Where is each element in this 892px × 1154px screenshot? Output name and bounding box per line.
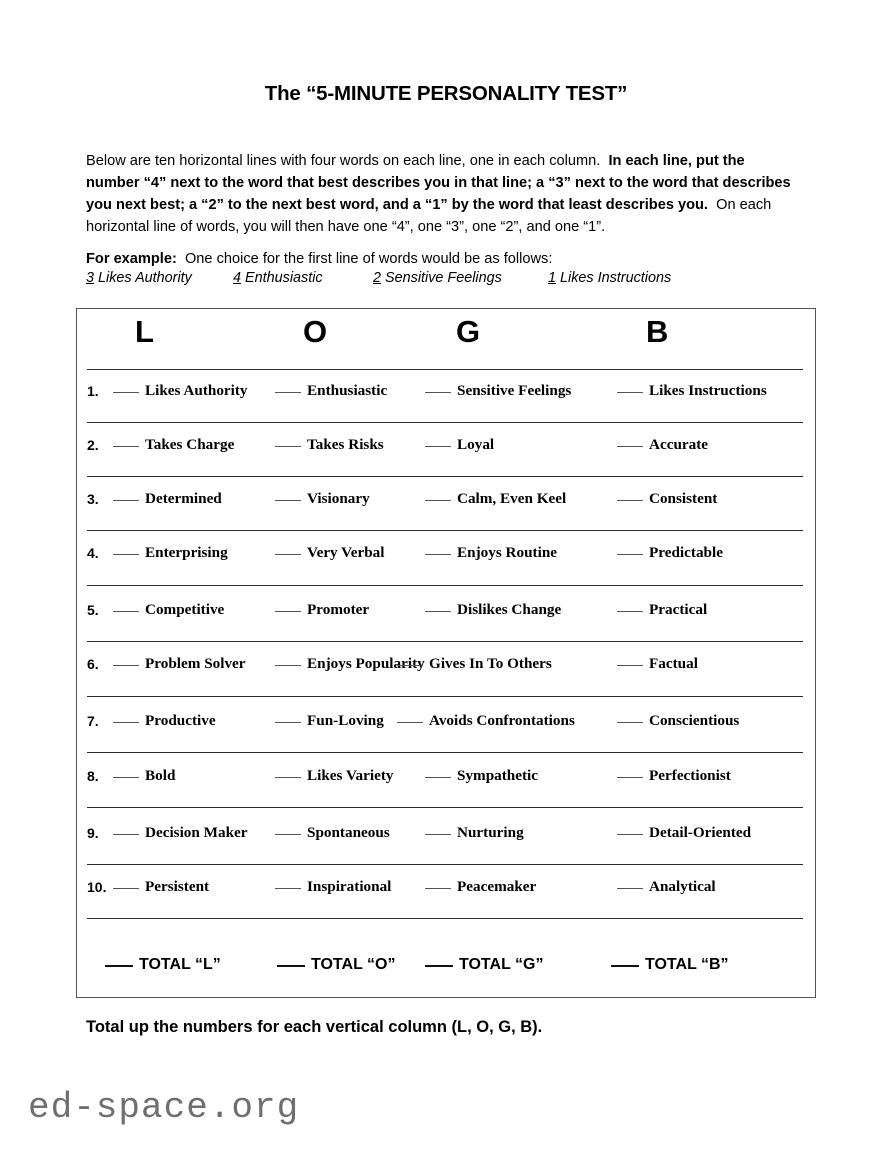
word-label: Decision Maker	[145, 824, 248, 841]
grid-divider	[87, 422, 803, 423]
total-blank[interactable]	[425, 965, 453, 967]
score-blank[interactable]	[425, 888, 451, 889]
row-7-cell-o[interactable]	[275, 711, 384, 731]
word-label: Sympathetic	[457, 767, 538, 784]
row-10-cell-o[interactable]	[275, 877, 391, 897]
table-row	[77, 381, 817, 409]
grid-divider	[87, 641, 803, 642]
table-row	[77, 435, 817, 463]
table-row	[77, 489, 817, 517]
score-blank[interactable]	[425, 834, 451, 835]
word-label: Persistent	[145, 878, 210, 895]
instructions-part-1: Below are ten horizontal lines with four words on each line, one in each column.	[86, 153, 609, 169]
score-blank[interactable]	[275, 392, 301, 393]
score-blank[interactable]	[113, 722, 139, 723]
score-blank[interactable]	[425, 611, 451, 612]
row-1-cell-l[interactable]	[113, 381, 248, 401]
row-5-cell-l[interactable]	[113, 600, 224, 620]
row-6-cell-l[interactable]	[113, 654, 246, 674]
total-label: TOTAL “B”	[645, 956, 729, 973]
score-blank[interactable]	[617, 722, 643, 723]
score-blank[interactable]	[113, 554, 139, 555]
word-label: Loyal	[457, 436, 495, 453]
score-blank[interactable]	[275, 500, 301, 501]
grid-divider	[87, 585, 803, 586]
site-watermark: ed-space.org	[28, 1087, 300, 1128]
row-5-cell-g[interactable]	[425, 600, 561, 620]
grid-column-headers	[77, 315, 817, 363]
instructions-paragraph	[86, 150, 800, 238]
row-7-cell-g[interactable]	[397, 711, 575, 731]
row-8-cell-g[interactable]	[425, 766, 538, 786]
word-label: Enjoys Routine	[457, 544, 558, 561]
word-label: Spontaneous	[307, 824, 390, 841]
row-5-cell-b[interactable]	[617, 600, 707, 620]
row-9-cell-l[interactable]	[113, 823, 248, 843]
column-header-l: L	[135, 314, 154, 349]
grid-divider	[87, 476, 803, 477]
row-number: 5.	[87, 602, 99, 618]
total-blank[interactable]	[611, 965, 639, 967]
word-label: Very Verbal	[307, 544, 385, 561]
row-4-cell-b[interactable]	[617, 543, 723, 563]
score-blank[interactable]	[617, 392, 643, 393]
instructions-part-3: On each horizontal line of words, you will then have one “4”, one “3”, one “2”, and one “1”.	[86, 197, 772, 235]
row-8-cell-b[interactable]	[617, 766, 731, 786]
table-row	[77, 766, 817, 794]
word-label: Detail-Oriented	[649, 824, 752, 841]
row-9-cell-g[interactable]	[425, 823, 524, 843]
word-label: Productive	[145, 712, 216, 729]
word-label: Determined	[145, 490, 222, 507]
word-label: Takes Charge	[145, 436, 235, 453]
word-label: Consistent	[649, 490, 718, 507]
word-label: Competitive	[145, 601, 225, 618]
row-10-cell-l[interactable]	[113, 877, 209, 897]
row-10-cell-g[interactable]	[425, 877, 536, 897]
row-4-cell-l[interactable]	[113, 543, 228, 563]
score-blank[interactable]	[113, 446, 139, 447]
total-cell-g[interactable]	[425, 954, 543, 976]
word-label: Bold	[145, 767, 176, 784]
row-3-cell-o[interactable]	[275, 489, 370, 509]
word-label: Likes Authority	[145, 382, 248, 399]
score-blank[interactable]	[425, 392, 451, 393]
row-3-cell-b[interactable]	[617, 489, 717, 509]
row-6-cell-b[interactable]	[617, 654, 698, 674]
total-label: TOTAL “O”	[311, 956, 396, 973]
grid-divider	[87, 696, 803, 697]
row-number: 10.	[87, 879, 107, 895]
example-item-4	[548, 270, 671, 286]
word-label: Predictable	[649, 544, 723, 561]
score-blank[interactable]	[275, 834, 301, 835]
word-label: Peacemaker	[457, 878, 537, 895]
word-label: Takes Risks	[307, 436, 384, 453]
example-word-2: Enthusiastic	[245, 270, 323, 286]
word-label: Fun-Loving	[307, 712, 384, 729]
instructions-part-2-emphasis: In each line, put the number “4” next to the word that best describes you in that line; a “3” next to the word that describes you next best; a “2” to the next best word, and a “1” by the word that least describes you.	[86, 153, 791, 213]
word-label: Calm, Even Keel	[457, 490, 567, 507]
row-number: 1.	[87, 383, 99, 399]
word-label: Accurate	[649, 436, 709, 453]
score-blank[interactable]	[113, 392, 139, 393]
row-number: 4.	[87, 545, 99, 561]
example-row	[86, 270, 800, 290]
word-label: Avoids Confrontations	[429, 712, 575, 729]
row-2-cell-o[interactable]	[275, 435, 384, 455]
row-number: 6.	[87, 656, 99, 672]
table-row	[77, 543, 817, 571]
example-score-4: 1	[548, 270, 557, 286]
score-blank[interactable]	[397, 665, 423, 666]
row-number: 8.	[87, 768, 99, 784]
example-intro-line	[86, 249, 800, 270]
row-1-cell-o[interactable]	[275, 381, 387, 401]
total-cell-l[interactable]	[105, 954, 221, 976]
personality-grid	[76, 308, 816, 998]
row-4-cell-o[interactable]	[275, 543, 385, 563]
example-score-3: 2	[373, 270, 382, 286]
example-word-4: Likes Instructions	[560, 270, 672, 286]
row-8-cell-o[interactable]	[275, 766, 394, 786]
word-label: Enjoys Popularity	[307, 655, 425, 672]
row-2-cell-g[interactable]	[425, 435, 494, 455]
score-blank[interactable]	[617, 834, 643, 835]
row-2-cell-b[interactable]	[617, 435, 708, 455]
example-label: For example:	[86, 251, 177, 267]
table-row	[77, 654, 817, 682]
column-header-g: G	[456, 314, 480, 349]
word-label: Likes Variety	[307, 767, 394, 784]
row-number: 3.	[87, 491, 99, 507]
word-label: Gives In To Others	[429, 655, 552, 672]
grid-divider	[87, 918, 803, 919]
totals-row	[77, 954, 817, 984]
row-4-cell-g[interactable]	[425, 543, 557, 563]
score-blank[interactable]	[113, 611, 139, 612]
row-number: 7.	[87, 713, 99, 729]
word-label: Dislikes Change	[457, 601, 562, 618]
grid-divider	[87, 807, 803, 808]
example-word-3: Sensitive Feelings	[385, 270, 502, 286]
word-label: Enterprising	[145, 544, 228, 561]
example-label-rest: One choice for the first line of words would be as follows:	[176, 251, 553, 267]
score-blank[interactable]	[617, 500, 643, 501]
row-3-cell-l[interactable]	[113, 489, 222, 509]
score-blank[interactable]	[275, 888, 301, 889]
example-score-1: 3	[86, 270, 95, 286]
grid-divider	[87, 752, 803, 753]
score-blank[interactable]	[425, 554, 451, 555]
word-label: Problem Solver	[145, 655, 246, 672]
word-label: Visionary	[307, 490, 370, 507]
word-label: Sensitive Feelings	[457, 382, 572, 399]
word-label: Perfectionist	[649, 767, 731, 784]
score-blank[interactable]	[113, 665, 139, 666]
score-blank[interactable]	[397, 722, 423, 723]
example-item-2	[233, 270, 323, 286]
word-label: Nurturing	[457, 824, 524, 841]
table-row	[77, 877, 817, 905]
row-number: 2.	[87, 437, 99, 453]
example-item-1	[86, 270, 192, 286]
word-label: Factual	[649, 655, 698, 672]
row-2-cell-l[interactable]	[113, 435, 234, 455]
word-label: Enthusiastic	[307, 382, 388, 399]
score-blank[interactable]	[617, 888, 643, 889]
row-1-cell-g[interactable]	[425, 381, 571, 401]
footer-instruction: Total up the numbers for each vertical column (L, O, G, B).	[86, 1018, 543, 1036]
grid-divider	[87, 530, 803, 531]
table-row	[77, 600, 817, 628]
score-blank[interactable]	[617, 777, 643, 778]
total-cell-b[interactable]	[611, 954, 729, 976]
row-7-cell-l[interactable]	[113, 711, 216, 731]
score-blank[interactable]	[113, 834, 139, 835]
row-7-cell-b[interactable]	[617, 711, 739, 731]
score-blank[interactable]	[113, 888, 139, 889]
word-label: Analytical	[649, 878, 716, 895]
score-blank[interactable]	[425, 446, 451, 447]
example-score-2: 4	[233, 270, 242, 286]
word-label: Likes Instructions	[649, 382, 767, 399]
score-blank[interactable]	[113, 500, 139, 501]
page-title: The “5-MINUTE PERSONALITY TEST”	[264, 82, 628, 105]
row-10-cell-b[interactable]	[617, 877, 716, 897]
table-row	[77, 823, 817, 851]
row-5-cell-o[interactable]	[275, 600, 369, 620]
score-blank[interactable]	[113, 777, 139, 778]
table-row	[77, 711, 817, 739]
word-label: Conscientious	[649, 712, 740, 729]
score-blank[interactable]	[425, 500, 451, 501]
score-blank[interactable]	[275, 665, 301, 666]
score-blank[interactable]	[617, 554, 643, 555]
total-blank[interactable]	[277, 965, 305, 967]
total-label: TOTAL “G”	[459, 956, 544, 973]
total-cell-o[interactable]	[277, 954, 395, 976]
total-blank[interactable]	[105, 965, 133, 967]
score-blank[interactable]	[275, 446, 301, 447]
grid-divider	[87, 864, 803, 865]
row-6-cell-g[interactable]	[397, 654, 552, 674]
row-number: 9.	[87, 825, 99, 841]
column-header-o: O	[303, 314, 327, 349]
word-label: Inspirational	[307, 878, 392, 895]
example-item-3	[373, 270, 502, 286]
total-label: TOTAL “L”	[139, 956, 221, 973]
score-blank[interactable]	[275, 554, 301, 555]
word-label: Promoter	[307, 601, 370, 618]
grid-divider	[87, 369, 803, 370]
row-1-cell-b[interactable]	[617, 381, 767, 401]
score-blank[interactable]	[425, 777, 451, 778]
row-3-cell-g[interactable]	[425, 489, 566, 509]
score-blank[interactable]	[617, 446, 643, 447]
score-blank[interactable]	[617, 611, 643, 612]
score-blank[interactable]	[275, 722, 301, 723]
row-9-cell-o[interactable]	[275, 823, 390, 843]
example-word-1: Likes Authority	[98, 270, 192, 286]
score-blank[interactable]	[275, 777, 301, 778]
row-8-cell-l[interactable]	[113, 766, 175, 786]
score-blank[interactable]	[617, 665, 643, 666]
score-blank[interactable]	[275, 611, 301, 612]
word-label: Practical	[649, 601, 708, 618]
column-header-b: B	[646, 314, 668, 349]
row-9-cell-b[interactable]	[617, 823, 751, 843]
